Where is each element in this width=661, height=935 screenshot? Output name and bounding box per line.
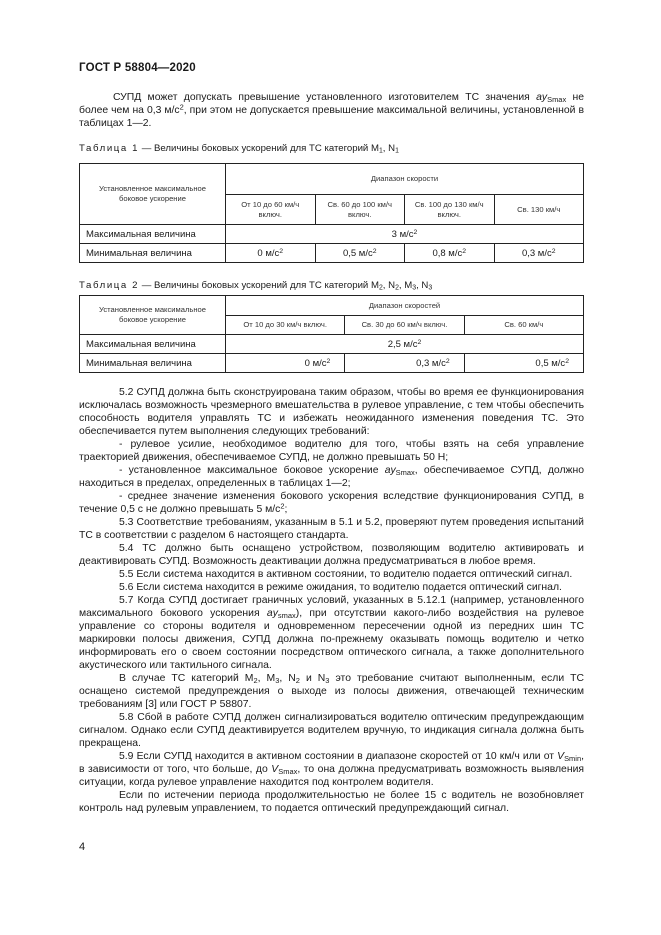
table2-range-header: Диапазон скоростей [226,296,584,316]
intro-paragraph: СУПД может допускать превышение установленного изготовителем ТС значения $ay_{Smax}$ не более чем на 0,3 $м/с^2$, при этом не допускается превышение максимальной величины, установленной в таблицах 1—2. [79,92,584,129]
table2-col-header: От 10 до 30 км/ч включ. [226,316,345,335]
paragraph-timeout: Если по истечении периода продолжительностью не более 15 с водитель не возобновляет контроль над рулевым управлением, то подается оптический предупреждающий сигнал. [79,790,584,814]
paragraph-5-8: 5.8 Сбой в работе СУПД должен сигнализироваться водителю оптическим предупреждающим сигналом. Однако если СУПД деактивируется водителем вручную, то индикация сигнала должна быть прекращена. [79,712,584,749]
paragraph-5-7: 5.7 Когда СУПД достигает граничных условий, указанных в 5.12.1 (например, установленного максимального бокового ускорения $ay_{smax}$), при отсутствии какого-либо воздействия на рулевое управление со стороны водителя и одновременном пересечении одной из передних шин ТС маркировки полосы движения, СУПД должна по-прежнему оказывать помощь водителю и четко информировать его о своем состоянии посредством оптического сигнала, а также дополнительного акустического или тактильного сигнала. [79,595,584,671]
table2-row-label: Минимальная величина [80,354,226,373]
table2-col-header: Св. 60 км/ч [464,316,583,335]
table1-col-header: Св. 130 км/ч [494,195,584,225]
paragraph-5-3: 5.3 Соответствие требованиям, указанным в 5.1 и 5.2, проверяют путем проведения испытаний ТС в соответствии с разделом 6 настоящего стандарта. [79,517,584,541]
bullet-steering-force: - рулевое усилие, необходимое водителю для того, чтобы взять на себя управление траекторией движения, обеспечиваемое СУПД, не должно превышать 50 Н; [79,439,584,463]
table2-row-label: Максимальная величина [80,335,226,354]
table2-corner-header: Установленное максимальное боковое ускорение [80,296,226,335]
table2-cell: 0,5 $м/с^2$ [464,354,583,373]
paragraph-5-4: 5.4 ТС должно быть оснащено устройством, позволяющим водителю активировать и деактивировать СУПД. Возможность деактивации должна предусматриваться в любое время. [79,543,584,567]
paragraph-5-5: 5.5 Если система находится в активном состоянии, то водителю подается оптический сигнал. [119,569,573,580]
bullet-lateral-acceleration: - установленное максимальное боковое ускорение $ay_{Smax}$, обеспечиваемое СУПД, должно находиться в пределах, определенных в таблицах 1—2; [79,465,584,489]
table2-col-header: Св. 30 до 60 км/ч включ. [345,316,464,335]
table1-cell: 3 $м/с^2$ [226,225,584,244]
table2 [79,295,584,373]
table1-corner-header: Установленное максимальное боковое ускорение [80,164,226,225]
table2-cell: 0 $м/с^2$ [226,354,345,373]
table1-cell: 0 $м/с^2$ [226,244,316,263]
table2-caption: Таблица 2 — Величины боковых ускорений для ТС категорий $M_2$, $N_2$, $M_3$, $N_3$ [79,280,433,292]
table2-cell: 2,5 $м/с^2$ [226,335,584,354]
table1 [79,163,584,263]
table1-row-label: Максимальная величина [80,225,226,244]
body-text [79,386,584,815]
table1-cell: 0,3 $м/с^2$ [494,244,584,263]
table1-col-header: Св. 60 до 100 км/ч включ. [315,195,405,225]
table1-range-header: Диапазон скорости [226,164,584,195]
bullet-acceleration-change: - среднее значение изменения бокового ускорения вследствие функционирования СУПД, в течение 0,5 с не должно превышать 5 $м/с^2$; [79,491,584,515]
paragraph-categories: В случае ТС категорий $M_2$, $M_3$, $N_2$ и $N_3$ это требование считают выполненным, если ТС оснащено системой предупреждения о выходе из полосы движения, отвечающей техническим требованиям [3] или ГОСТ Р 58807. [79,673,584,710]
table1-col-header: Св. 100 до 130 км/ч включ. [405,195,495,225]
table1-row-label: Минимальная величина [80,244,226,263]
standard-header: ГОСТ Р 58804—2020 [79,62,196,74]
paragraph-5-9: 5.9 Если СУПД находится в активном состоянии в диапазоне скоростей от 10 км/ч или от $V_{Smin}$, в зависимости от того, что больше, до $V_{Smax}$, то она должна предусматривать возможность выявления ситуации, когда рулевое управление находится под контролем водителя. [79,751,584,788]
paragraph-5-2: 5.2 СУПД должна быть сконструирована таким образом, чтобы во время ее функционирования исключалась возможность чрезмерного вмешательства в рулевое управление, с тем чтобы обеспечить способность водителя управлять ТС и избежать неожиданного изменения поведения ТС. Это обеспечивается путем выполнения следующих требований: [79,387,584,437]
table1-caption: Таблица 1 — Величины боковых ускорений для ТС категорий $M_1$, $N_1$ [79,143,399,155]
table1-cell: 0,5 $м/с^2$ [315,244,405,263]
table2-cell: 0,3 $м/с^2$ [345,354,464,373]
table1-col-header: От 10 до 60 км/ч включ. [226,195,316,225]
page-number: 4 [79,841,86,853]
table1-cell: 0,8 $м/с^2$ [405,244,495,263]
paragraph-5-6: 5.6 Если система находится в режиме ожидания, то водителю подается оптический сигнал. [119,582,562,593]
